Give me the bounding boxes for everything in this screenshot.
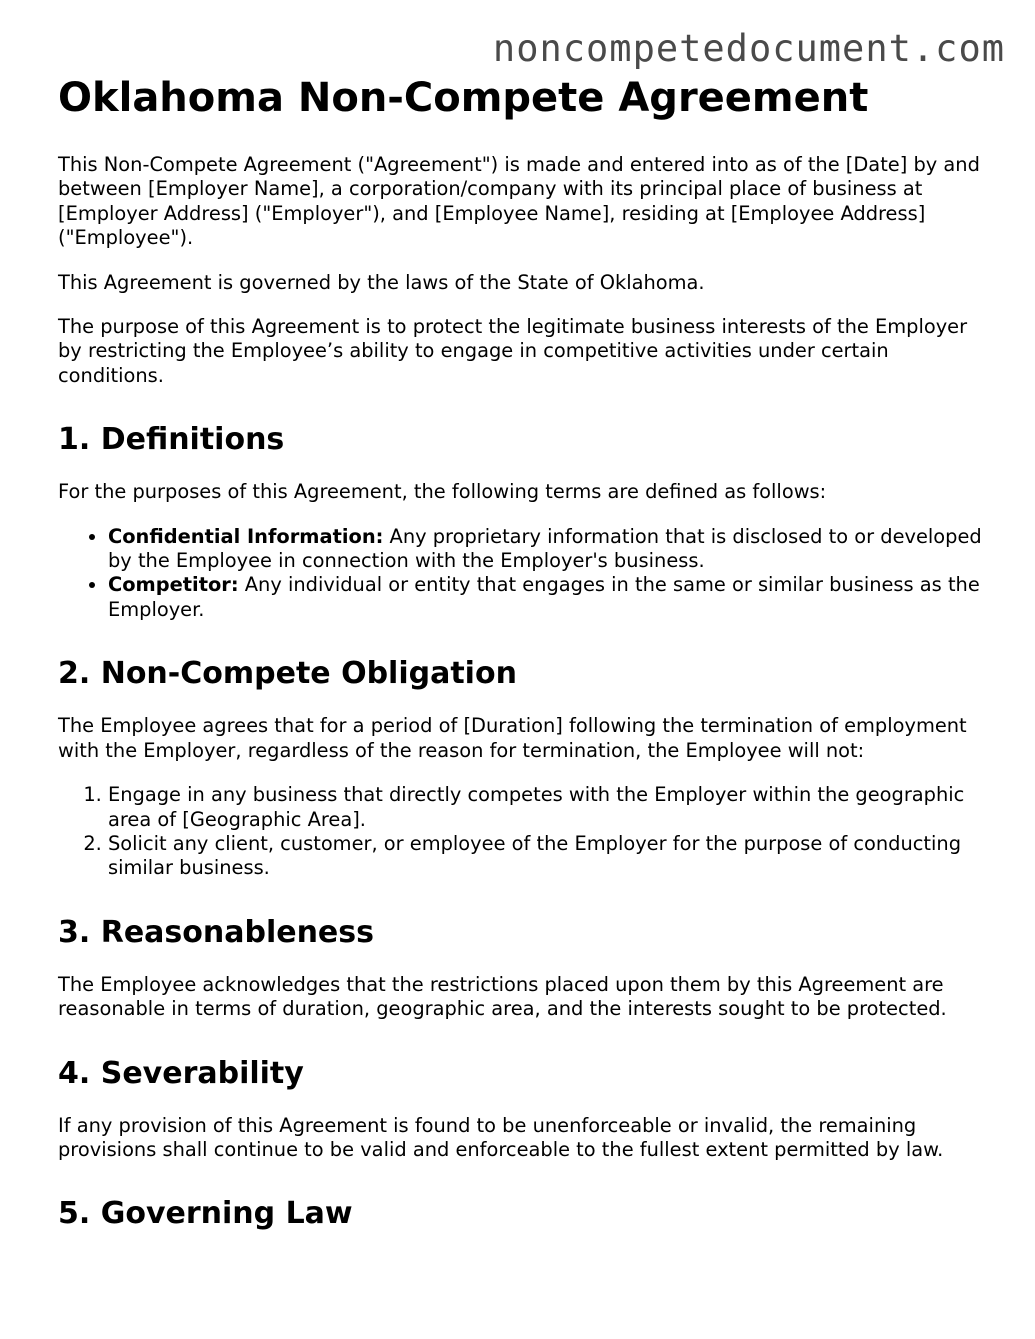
reasonableness-text: The Employee acknowledges that the restrictions placed upon them by this Agreement are reasonable in terms of duration, geographic area, and the interests sought to be protected. <box>58 972 947 1021</box>
definition-term: Confidential Information: <box>108 524 384 548</box>
obligation-item: 1. Engage in any business that directly competes with the Employer within the geographic area of [Geographic Area]. <box>108 783 988 832</box>
document-body <box>58 72 988 1254</box>
site-watermark: noncompetedocument.com <box>492 27 1005 70</box>
definitions-intro: For the purposes of this Agreement, the following terms are defined as follows: <box>58 480 827 504</box>
intro-paragraph-parties: This Non-Compete Agreement ("Agreement") is made and entered into as of the [Date] by and between [Employer Name], a corporation/company with its principal place of business at [Employer Address] ("Employer"), and [Employee Name], residing at [Employee Address] ("Employee"). <box>58 153 980 250</box>
section-heading-reasonableness: 3. Reasonableness <box>58 914 374 950</box>
intro-paragraph-purpose: The purpose of this Agreement is to protect the legitimate business interests of the Employer by restricting the Employee’s ability to engage in competitive activities under certain conditions. <box>58 315 968 387</box>
document-title: Oklahoma Non-Compete Agreement <box>58 75 869 121</box>
definition-item <box>108 525 988 574</box>
intro-paragraph-governing: This Agreement is governed by the laws of the State of Oklahoma. <box>58 270 705 294</box>
definition-text: Any individual or entity that engages in the same or similar business as the Employer. <box>108 573 980 621</box>
obligation-list <box>58 783 988 881</box>
definition-text: Any proprietary information that is disclosed to or developed by the Employee in connection with the Employer's business. <box>108 524 982 573</box>
section-heading-definitions: 1. Definitions <box>58 422 285 458</box>
section-heading-obligation: 2. Non-Compete Obligation <box>58 656 517 692</box>
section-heading-severability: 4. Severability <box>58 1055 304 1091</box>
definition-item <box>108 573 988 622</box>
obligation-item: 2. Solicit any client, customer, or employee of the Employer for the purpose of conducting similar business. <box>108 832 988 881</box>
definitions-list <box>58 525 988 623</box>
definition-term: Competitor: <box>108 573 239 597</box>
section-heading-governing-law: 5. Governing Law <box>58 1196 353 1232</box>
obligation-intro: The Employee agrees that for a period of [Duration] following the termination of employment with the Employer, regardless of the reason for termination, the Employee will not: <box>58 714 967 762</box>
severability-text: If any provision of this Agreement is found to be unenforceable or invalid, the remaining provisions shall continue to be valid and enforceable to the fullest extent permitted by law. <box>58 1113 944 1161</box>
